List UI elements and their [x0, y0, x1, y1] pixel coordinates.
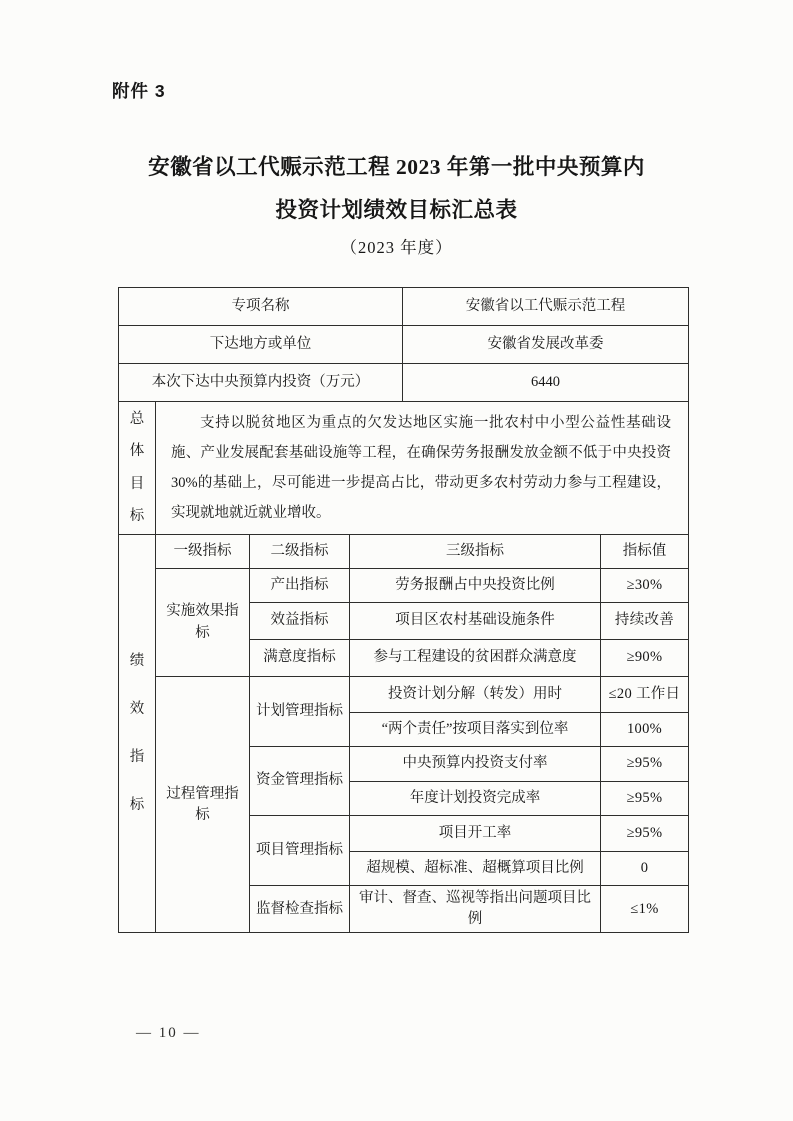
level2-cell: 资金管理指标 [250, 747, 350, 816]
info-value: 安徽省以工代赈示范工程 [403, 288, 689, 326]
value-cell: ≥30% [601, 569, 689, 603]
level2-cell: 效益指标 [250, 603, 350, 640]
info-row-project-name [119, 288, 689, 326]
overall-goal-text: 支持以脱贫地区为重点的欠发达地区实施一批农村中小型公益性基础设施、产业发展配套基础设施等工程，在确保劳务报酬发放金额不低于中央投资 30%的基础上，尽可能进一步提高占比，带动更多农村劳动力参与工程建设，实现就地就近就业增收。 [171, 415, 671, 521]
info-label: 专项名称 [119, 288, 403, 326]
level3-cell: 超规模、超标准、超概算项目比例 [350, 852, 601, 886]
header-level2: 二级指标 [250, 535, 350, 569]
level3-cell: 参与工程建设的贫困群众满意度 [350, 640, 601, 677]
level3-cell: 中央预算内投资支付率 [350, 747, 601, 782]
info-label: 下达地方或单位 [119, 326, 403, 364]
level1-cell: 过程管理指标 [156, 677, 250, 933]
info-row-recipient [119, 326, 689, 364]
document-year-note: （2023 年度） [340, 238, 453, 257]
attachment-label: 附件 3 [112, 81, 166, 101]
document-title-line1: 安徽省以工代赈示范工程 2023 年第一批中央预算内 [148, 155, 645, 179]
value-cell: ≥90% [601, 640, 689, 677]
value-cell: 0 [601, 852, 689, 886]
overall-goal-text-cell [156, 402, 689, 535]
indicator-header-row [119, 535, 689, 569]
document-title-line2: 投资计划绩效目标汇总表 [275, 198, 518, 222]
value-cell: ≤20 工作日 [601, 677, 689, 713]
value-cell: 100% [601, 713, 689, 747]
value-cell: ≤1% [601, 886, 689, 933]
value-cell: ≥95% [601, 782, 689, 816]
page-number: — 10 — [136, 1025, 201, 1041]
level3-cell: 投资计划分解（转发）用时 [350, 677, 601, 713]
level3-cell: 年度计划投资完成率 [350, 782, 601, 816]
level1-cell: 实施效果指标 [156, 569, 250, 677]
info-value: 安徽省发展改革委 [403, 326, 689, 364]
header-level1: 一级指标 [156, 535, 250, 569]
level3-cell: “两个责任”按项目落实到位率 [350, 713, 601, 747]
overall-goal-label: 总 体 目 标 [119, 402, 156, 535]
overall-goal-table [118, 401, 689, 535]
info-table [118, 287, 689, 402]
info-value: 6440 [403, 364, 689, 402]
level3-cell: 劳务报酬占中央投资比例 [350, 569, 601, 603]
indicator-row [119, 569, 689, 603]
header-value: 指标值 [601, 535, 689, 569]
performance-side-label: 绩 效 指 标 [119, 535, 156, 933]
level2-cell: 满意度指标 [250, 640, 350, 677]
overall-goal-row [119, 402, 689, 535]
value-cell: ≥95% [601, 816, 689, 852]
value-cell: ≥95% [601, 747, 689, 782]
info-label: 本次下达中央预算内投资（万元） [119, 364, 403, 402]
level3-cell: 项目开工率 [350, 816, 601, 852]
info-row-investment [119, 364, 689, 402]
level2-cell: 监督检查指标 [250, 886, 350, 933]
summary-table [118, 287, 688, 933]
level3-cell: 项目区农村基础设施条件 [350, 603, 601, 640]
document-title [0, 146, 793, 232]
level3-cell: 审计、督查、巡视等指出问题项目比例 [350, 886, 601, 933]
level2-cell: 项目管理指标 [250, 816, 350, 886]
level2-cell: 计划管理指标 [250, 677, 350, 747]
level2-cell: 产出指标 [250, 569, 350, 603]
indicator-row [119, 677, 689, 713]
header-level3: 三级指标 [350, 535, 601, 569]
performance-indicator-table [118, 534, 689, 933]
value-cell: 持续改善 [601, 603, 689, 640]
